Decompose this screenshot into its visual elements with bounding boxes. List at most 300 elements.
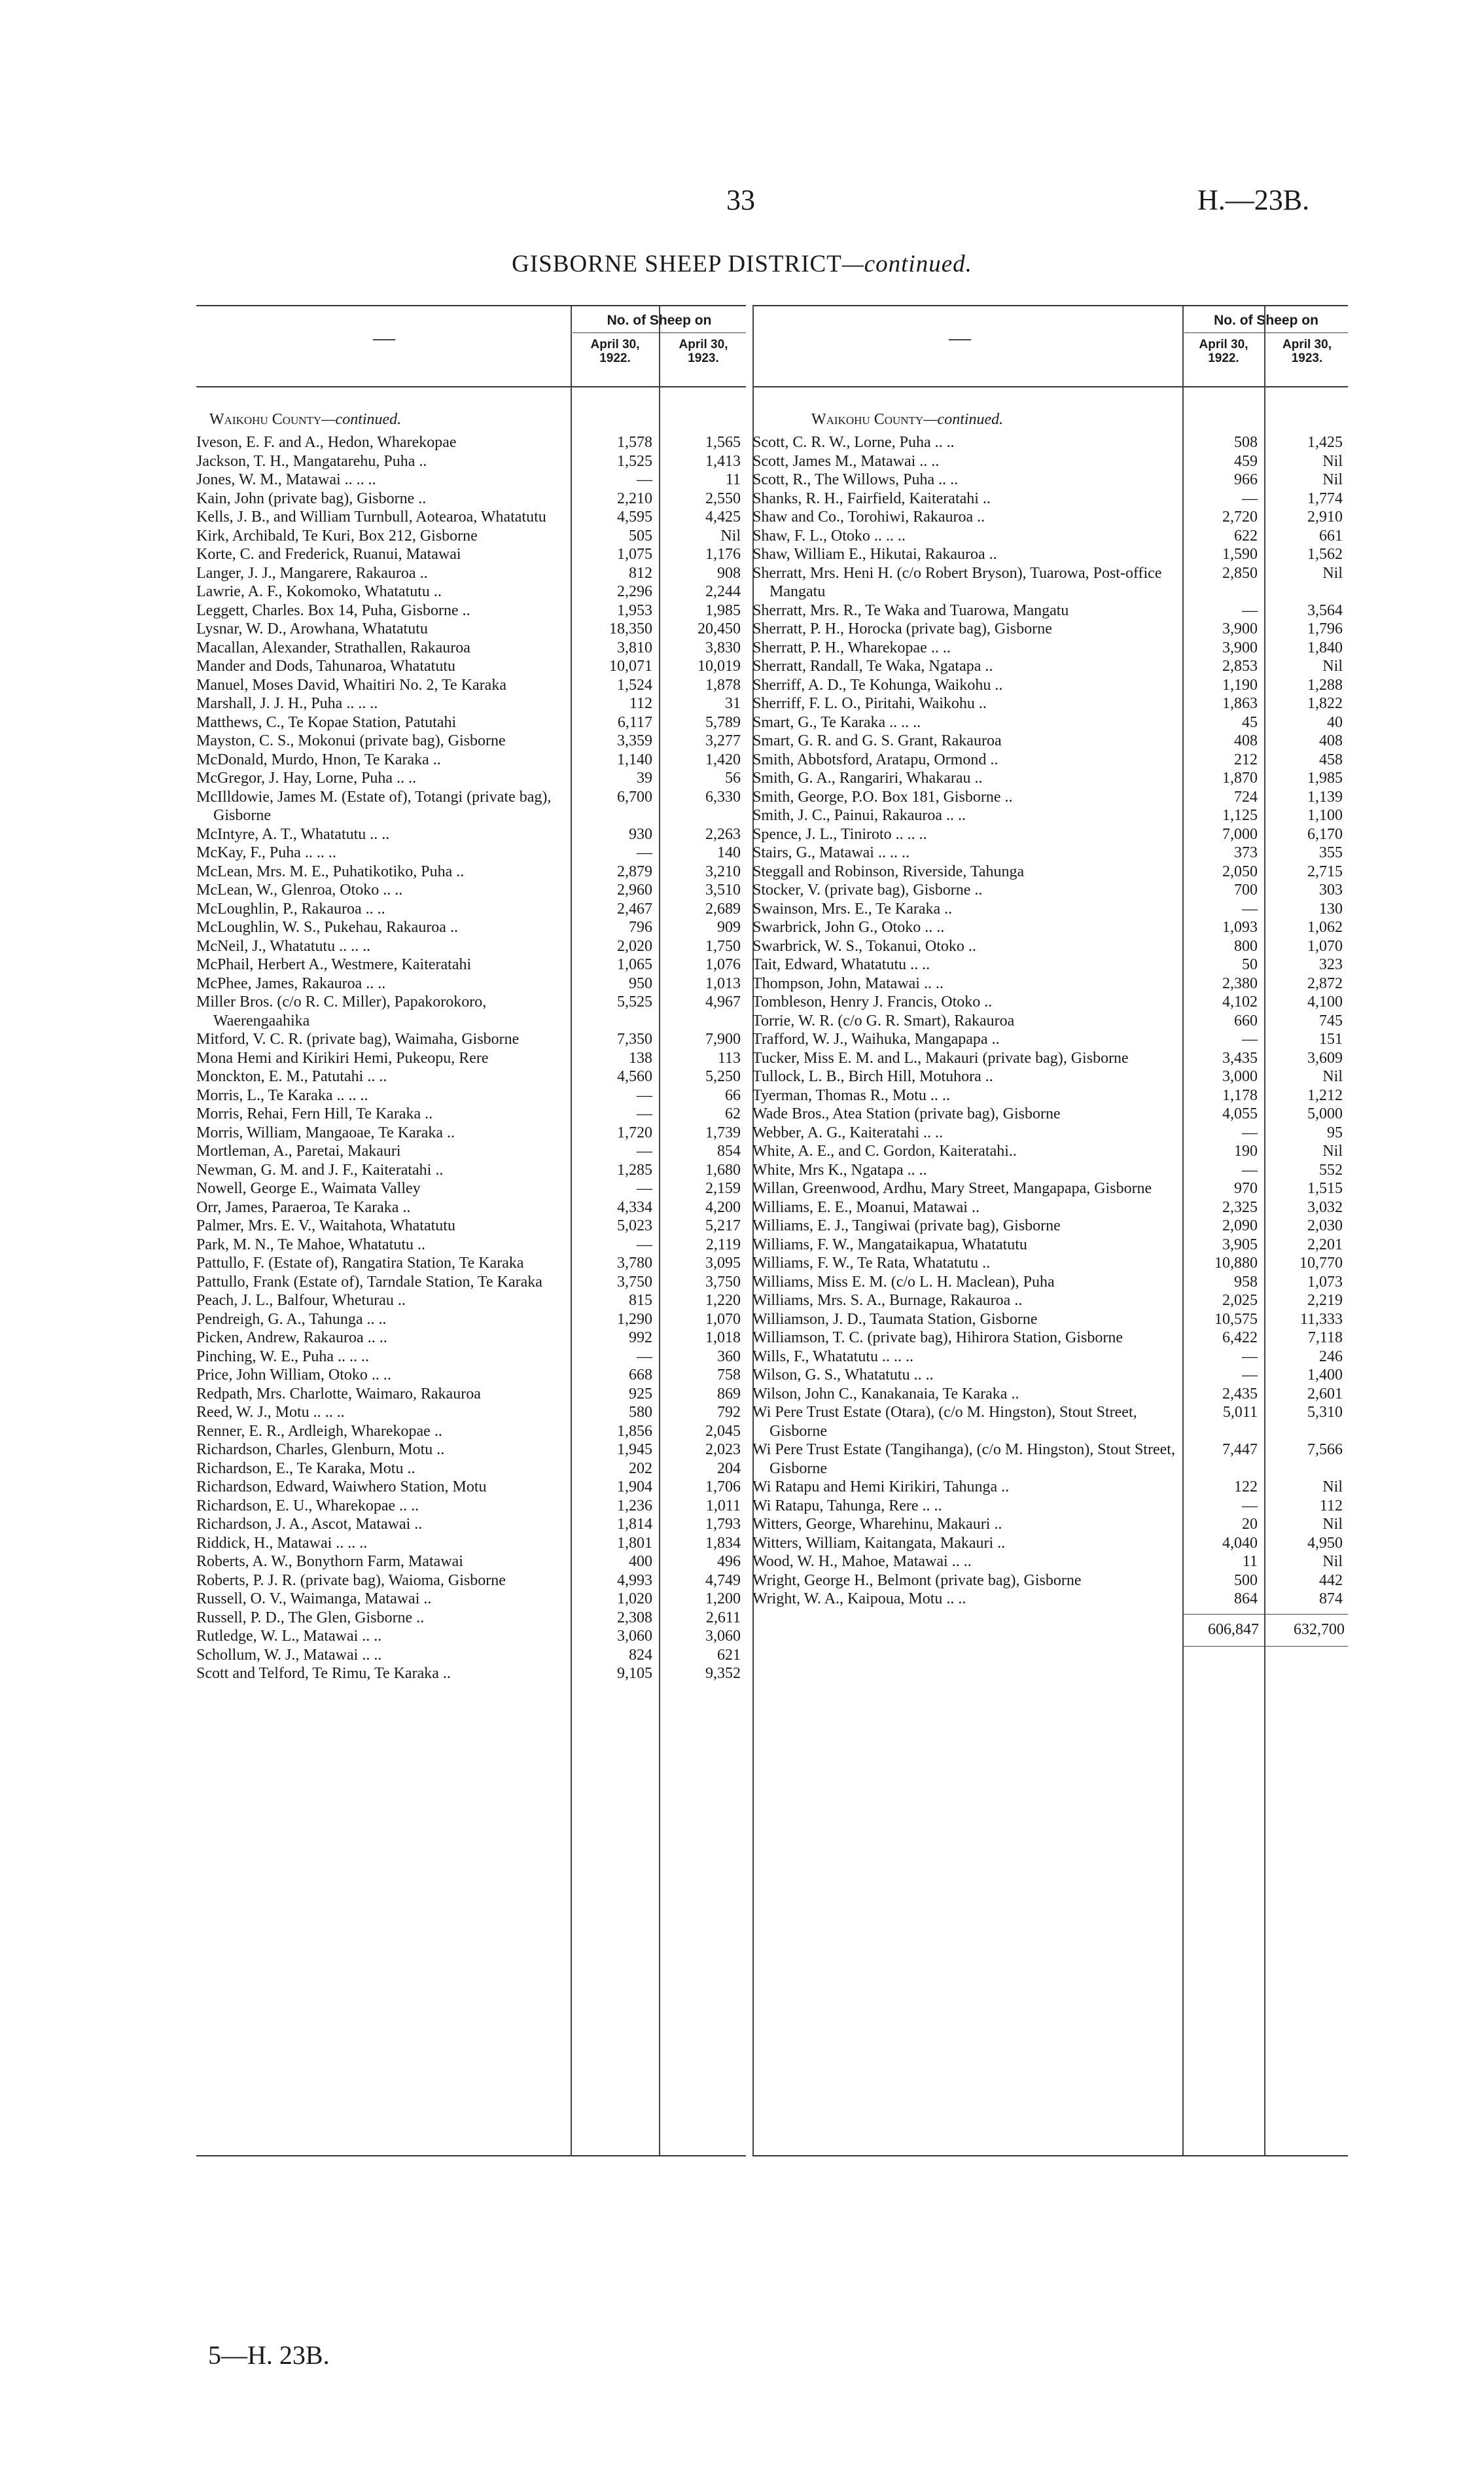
- owner-name: Wilson, G. S., Whatatutu .. ..: [752, 1367, 934, 1384]
- table-row: [752, 1478, 1348, 1497]
- owner-name: Roberts, A. W., Bonythorn Farm, Matawai: [196, 1553, 463, 1570]
- owner-name: Wilson, John C., Kanakanaia, Te Karaka ..: [752, 1385, 1019, 1403]
- sheep-1923: 2,159: [705, 1180, 741, 1197]
- owner-name: Pattullo, F. (Estate of), Rangatira Station, Te Karaka: [196, 1255, 524, 1272]
- sheep-1923: Nil: [1322, 1143, 1343, 1160]
- owner-name: McLean, W., Glenroa, Otoko .. ..: [196, 882, 403, 899]
- sheep-1922: —: [1242, 1161, 1258, 1179]
- table-row: [752, 1161, 1348, 1180]
- sheep-1922: 2,853: [1222, 658, 1258, 675]
- table-row: [752, 1329, 1348, 1348]
- owner-name: Swarbrick, John G., Otoko .. ..: [752, 919, 945, 936]
- owner-name: Redpath, Mrs. Charlotte, Waimaro, Rakauroa: [196, 1385, 481, 1403]
- owner-name: Wi Pere Trust Estate (Tangihanga), (c/o M. Hingston), Stout Street, Gisborne: [752, 1441, 1175, 1477]
- owner-name: Wi Ratapu, Tahunga, Rere .. ..: [752, 1497, 942, 1514]
- owner-name: Wills, F., Whatatutu .. .. ..: [752, 1348, 913, 1365]
- sheep-1923: 2,550: [705, 490, 741, 507]
- owner-name: Scott, C. R. W., Lorne, Puha .. ..: [752, 434, 955, 451]
- table-row: [196, 993, 746, 1030]
- table-row: [752, 1385, 1348, 1404]
- sheep-1922: 1,020: [617, 1590, 652, 1607]
- sheep-1923: Nil: [1322, 471, 1343, 488]
- sheep-1923: 1,018: [705, 1329, 741, 1346]
- table-row: [752, 974, 1348, 993]
- table-row: [196, 471, 746, 490]
- sheep-1923: 1,739: [705, 1124, 741, 1141]
- sheep-1923: 909: [717, 919, 741, 936]
- table-row: [196, 527, 746, 546]
- sheep-1923: 323: [1319, 956, 1343, 973]
- table-row: [196, 564, 746, 583]
- owner-name: McNeil, J., Whatatutu .. .. ..: [196, 937, 371, 955]
- sheep-1923: 442: [1319, 1571, 1343, 1589]
- sheep-1923: 151: [1319, 1031, 1343, 1048]
- owner-name: Smart, G., Te Karaka .. .. ..: [752, 713, 921, 731]
- table-row: [196, 751, 746, 770]
- owner-name: Tucker, Miss E. M. and L., Makauri (private bag), Gisborne: [752, 1049, 1129, 1067]
- owner-name: Richardson, J. A., Ascot, Matawai ..: [196, 1516, 423, 1533]
- sheep-1923: 3,510: [705, 882, 741, 899]
- sheep-1922: 1,578: [617, 434, 652, 451]
- sheep-1923: 1,750: [705, 937, 741, 955]
- col-1923-header: [661, 338, 746, 365]
- owner-name: Wi Pere Trust Estate (Otara), (c/o M. Hingston), Stout Street, Gisborne: [752, 1404, 1137, 1440]
- owner-name: Richardson, E., Te Karaka, Motu ..: [196, 1459, 415, 1477]
- owner-name: Russell, P. D., The Glen, Gisborne ..: [196, 1609, 425, 1626]
- table-row: [196, 788, 746, 825]
- table-row: [196, 1515, 746, 1534]
- table-row: [196, 490, 746, 509]
- sheep-1923: 5,217: [705, 1217, 741, 1234]
- sheep-1923: 1,073: [1307, 1273, 1343, 1291]
- owner-name: Lawrie, A. F., Kokomoko, Whatatutu ..: [196, 583, 442, 600]
- table-row: [752, 713, 1348, 732]
- table-row: [196, 1049, 746, 1068]
- sheep-1922: 1,720: [617, 1124, 652, 1141]
- owner-name: Miller Bros. (c/o R. C. Miller), Papakorokoro, Waerengaahika: [196, 993, 487, 1029]
- sheep-1923: 62: [725, 1105, 741, 1122]
- owner-name: White, Mrs K., Ngatapa .. ..: [752, 1161, 927, 1179]
- table-row: [196, 1552, 746, 1571]
- sheep-1923: Nil: [720, 527, 741, 545]
- sheep-1922: —: [637, 471, 652, 488]
- rows-left: [196, 433, 746, 1683]
- sheep-1922: 122: [1234, 1478, 1258, 1495]
- col-1923-line2: 1923.: [688, 351, 719, 365]
- sheep-1923: 2,045: [705, 1422, 741, 1440]
- sheep-1923: 1,011: [705, 1497, 741, 1514]
- sheep-1922: 2,380: [1222, 974, 1258, 992]
- county-suffix: —continued.: [923, 411, 1004, 428]
- sheep-1922: 2,296: [617, 583, 652, 600]
- owner-name: Webber, A. G., Kaiteratahi .. ..: [752, 1124, 944, 1141]
- sheep-1923: 1,562: [1307, 546, 1343, 563]
- owner-name: McLoughlin, P., Rakauroa .. ..: [196, 900, 385, 918]
- owner-name: McGregor, J. Hay, Lorne, Puha .. ..: [196, 770, 417, 787]
- table-row: [752, 527, 1348, 546]
- table-row: [196, 863, 746, 882]
- owner-name: Williams, Miss E. M. (c/o L. H. Maclean), Puha: [752, 1273, 1055, 1291]
- table-row: [752, 1124, 1348, 1143]
- sheep-1923: 2,872: [1307, 974, 1343, 992]
- owner-name: Sherratt, P. H., Horocka (private bag), Gisborne: [752, 620, 1052, 637]
- sheep-1923: 1,400: [1307, 1367, 1343, 1384]
- sheep-1922: 5,023: [617, 1217, 652, 1234]
- table-row: [196, 1124, 746, 1143]
- sheep-1923: 1,878: [705, 676, 741, 694]
- sheep-1922: 4,040: [1222, 1534, 1258, 1552]
- sheep-1923: 3,060: [705, 1628, 741, 1645]
- owner-name: Russell, O. V., Waimanga, Matawai ..: [196, 1590, 432, 1607]
- sheep-1923: 204: [717, 1459, 741, 1477]
- sheep-1922: 864: [1234, 1590, 1258, 1607]
- sheep-1922: 10,071: [609, 658, 652, 675]
- table-row: [752, 1198, 1348, 1217]
- table-row: [752, 956, 1348, 974]
- table-row: [196, 545, 746, 564]
- sheep-1923: Nil: [1322, 1478, 1343, 1495]
- table-row: [196, 1161, 746, 1180]
- sheep-1923: 1,070: [1307, 937, 1343, 955]
- sheep-1923: 6,330: [705, 788, 741, 806]
- table-row: [752, 601, 1348, 620]
- owner-name: McDonald, Murdo, Hnon, Te Karaka ..: [196, 751, 441, 768]
- table-row: [196, 1571, 746, 1590]
- table-row: [752, 694, 1348, 713]
- sheep-1923: 5,000: [1307, 1105, 1343, 1122]
- sheep-1922: 958: [1234, 1273, 1258, 1291]
- owner-name: Macallan, Alexander, Strathallen, Rakauroa: [196, 639, 470, 656]
- sheep-1922: 3,060: [617, 1628, 652, 1645]
- col-1923-line2: 1923.: [1291, 351, 1323, 365]
- sheep-1922: 373: [1234, 844, 1258, 861]
- sheep-1922: 2,325: [1222, 1198, 1258, 1216]
- owner-name: Morris, William, Mangaoae, Te Karaka ..: [196, 1124, 455, 1141]
- sheep-1922: 925: [629, 1385, 652, 1403]
- owner-name: Palmer, Mrs. E. V., Waitahota, Whatatutu: [196, 1217, 455, 1234]
- table-row: [752, 1236, 1348, 1255]
- sheep-1922: 1,856: [617, 1422, 652, 1440]
- sheep-1923: 2,030: [1307, 1217, 1343, 1234]
- sheep-1923: 552: [1319, 1161, 1343, 1179]
- col-1922-line1: April 30,: [590, 338, 640, 351]
- table-row: [752, 1086, 1348, 1105]
- table-row: [196, 1422, 746, 1441]
- table-row: [196, 956, 746, 974]
- sheep-1923: 3,750: [705, 1273, 741, 1291]
- sheep-1922: 4,055: [1222, 1105, 1258, 1122]
- total-1923: 632,700: [1294, 1621, 1345, 1638]
- owner-name: Mayston, C. S., Mokonui (private bag), Gisborne: [196, 732, 506, 749]
- owner-name: Roberts, P. J. R. (private bag), Waioma, Gisborne: [196, 1571, 506, 1589]
- owner-name: Morris, Rehai, Fern Hill, Te Karaka ..: [196, 1105, 433, 1122]
- table-row: [752, 1366, 1348, 1385]
- table-row: [752, 1049, 1348, 1068]
- sheep-1922: 580: [629, 1404, 652, 1421]
- sheep-1922: 212: [1234, 751, 1258, 768]
- sheep-1922: 6,117: [617, 713, 652, 731]
- owner-name: Sherratt, Mrs. R., Te Waka and Tuarowa, Mangatu: [752, 601, 1069, 619]
- table-row: [752, 508, 1348, 527]
- table-row: [752, 471, 1348, 490]
- col-1922-header: [573, 338, 658, 365]
- sheep-1923: 1,565: [705, 434, 741, 451]
- sheep-1922: 1,285: [617, 1161, 652, 1179]
- sheep-1923: 7,118: [1307, 1329, 1343, 1346]
- sheep-1923: 2,611: [705, 1609, 741, 1626]
- sheep-1922: 2,210: [617, 490, 652, 507]
- sheep-1922: 1,236: [617, 1497, 652, 1514]
- owner-name: Swarbrick, W. S., Tokanui, Otoko ..: [752, 937, 976, 955]
- sheep-1922: 724: [1234, 788, 1258, 806]
- sheep-1922: 3,900: [1222, 639, 1258, 656]
- table-row: [196, 1534, 746, 1553]
- sheep-1923: 95: [1327, 1124, 1343, 1141]
- owner-name: McPhee, James, Rakauroa .. ..: [196, 974, 386, 992]
- sheep-1923: 9,352: [705, 1665, 741, 1682]
- owner-name: Pattullo, Frank (Estate of), Tarndale Station, Te Karaka: [196, 1273, 542, 1291]
- table-row: [196, 881, 746, 900]
- sheep-1923: 1,076: [705, 956, 741, 973]
- owner-name: Steggall and Robinson, Riverside, Tahunga: [752, 863, 1025, 880]
- sheep-1922: 505: [629, 527, 652, 545]
- sheep-1923: 408: [1319, 732, 1343, 749]
- owner-name: Newman, G. M. and J. F., Kaiteratahi ..: [196, 1161, 444, 1179]
- table-row: [752, 732, 1348, 751]
- footer-reference: 5—H. 23B.: [208, 2340, 330, 2370]
- sheep-1923: Nil: [1322, 1553, 1343, 1570]
- table-row: [752, 545, 1348, 564]
- page-number: 33: [726, 184, 755, 216]
- table-row: [752, 918, 1348, 937]
- owner-name: McLoughlin, W. S., Pukehau, Rakauroa ..: [196, 919, 458, 936]
- table-row: [752, 881, 1348, 900]
- table-row: [196, 918, 746, 937]
- table-row: [196, 1403, 746, 1422]
- sheep-1922: —: [637, 1086, 652, 1104]
- sheep-1922: 1,525: [617, 452, 652, 470]
- sheep-1922: 3,359: [617, 732, 652, 749]
- sheep-1922: 1,178: [1222, 1086, 1258, 1104]
- county-suffix: —continued.: [321, 411, 402, 428]
- table-row: [752, 433, 1348, 452]
- sheep-1922: 3,810: [617, 639, 652, 656]
- table-row: [196, 508, 746, 527]
- sheep-count-header: No. of Sheep on: [573, 309, 746, 333]
- table-row: [196, 1030, 746, 1049]
- table-row: [752, 452, 1348, 471]
- table-row: [196, 1329, 746, 1348]
- col-1922-line2: 1922.: [599, 351, 631, 365]
- sheep-1923: 1,793: [705, 1516, 741, 1533]
- table-row: [196, 1198, 746, 1217]
- sheep-1922: 1,290: [617, 1310, 652, 1328]
- table-row: [752, 788, 1348, 807]
- sheep-1922: 2,308: [617, 1609, 652, 1626]
- sheep-1923: 4,749: [705, 1571, 741, 1589]
- sheep-1923: 1,200: [705, 1590, 741, 1607]
- sheep-1922: 408: [1234, 732, 1258, 749]
- owner-name: Smart, G. R. and G. S. Grant, Rakauroa: [752, 732, 1002, 749]
- sheep-1922: 500: [1234, 1571, 1258, 1589]
- table-row: [196, 1179, 746, 1198]
- sheep-1922: 2,020: [617, 937, 652, 955]
- owner-name: Witters, George, Wharehinu, Makauri ..: [752, 1516, 1002, 1533]
- table-row: [196, 1440, 746, 1459]
- sheep-1922: —: [1242, 1367, 1258, 1384]
- owner-name: Picken, Andrew, Rakauroa .. ..: [196, 1329, 387, 1346]
- sheep-1923: 2,715: [1307, 863, 1343, 880]
- owner-name: Mitford, V. C. R. (private bag), Waimaha, Gisborne: [196, 1031, 520, 1048]
- sheep-1923: 1,706: [705, 1478, 741, 1495]
- owner-name: Thompson, John, Matawai .. ..: [752, 974, 944, 992]
- owner-name: Manuel, Moses David, Whaitiri No. 2, Te Karaka: [196, 676, 506, 694]
- sheep-1923: 1,822: [1307, 695, 1343, 712]
- owner-name: Williams, F. W., Mangataikapua, Whatatutu: [752, 1236, 1027, 1253]
- sheep-1923: 3,277: [705, 732, 741, 749]
- table-row: [196, 657, 746, 676]
- sheep-1922: 660: [1234, 1012, 1258, 1029]
- sheep-1923: 1,100: [1307, 807, 1343, 824]
- sheep-1922: 7,447: [1222, 1441, 1258, 1458]
- sheep-1922: —: [1242, 601, 1258, 619]
- owner-name: Wood, W. H., Mahoe, Matawai .. ..: [752, 1553, 972, 1570]
- table-row: [752, 1497, 1348, 1516]
- sheep-1922: 4,334: [617, 1198, 652, 1216]
- table-row: [196, 639, 746, 658]
- sheep-1923: Nil: [1322, 1516, 1343, 1533]
- sheep-1922: 992: [629, 1329, 652, 1346]
- owner-name: Scott and Telford, Te Rimu, Te Karaka ..: [196, 1665, 451, 1682]
- owner-name: Pendreigh, G. A., Tahunga .. ..: [196, 1310, 387, 1328]
- sheep-1923: 2,263: [705, 825, 741, 843]
- sheep-1923: 1,680: [705, 1161, 741, 1179]
- sheep-1923: 1,212: [1307, 1086, 1343, 1104]
- page-title: [0, 250, 1484, 278]
- sheep-1923: Nil: [1322, 452, 1343, 470]
- owner-name: Shaw, William E., Hikutai, Rakauroa ..: [752, 546, 997, 563]
- sheep-1923: 3,564: [1307, 601, 1343, 619]
- owner-name: Spence, J. L., Tiniroto .. .. ..: [752, 825, 927, 843]
- sheep-1923: 10,019: [698, 658, 741, 675]
- table-row: [752, 863, 1348, 882]
- sheep-1922: 2,879: [617, 863, 652, 880]
- owner-name: Wright, George H., Belmont (private bag), Gisborne: [752, 1571, 1082, 1589]
- owner-name: Scott, James M., Matawai .. ..: [752, 452, 940, 470]
- owner-name: Wade Bros., Atea Station (private bag), Gisborne: [752, 1105, 1061, 1122]
- sheep-1922: 7,350: [617, 1031, 652, 1048]
- owner-name: Park, M. N., Te Mahoe, Whatatutu ..: [196, 1236, 426, 1253]
- sheep-1923: 1,413: [705, 452, 741, 470]
- sheep-1922: 1,075: [617, 546, 652, 563]
- sheep-1922: 622: [1234, 527, 1258, 545]
- table-row: [196, 620, 746, 639]
- table-row: [196, 1627, 746, 1646]
- sheep-1923: 11,333: [1299, 1310, 1343, 1328]
- sheep-1923: 908: [717, 564, 741, 582]
- table-row: [196, 1273, 746, 1292]
- owner-name: Williams, Mrs. S. A., Burnage, Rakauroa ..: [752, 1292, 1023, 1309]
- sheep-1922: 20: [1242, 1516, 1258, 1533]
- table-row: [752, 490, 1348, 509]
- county-heading: [196, 411, 759, 429]
- table-row: [196, 974, 746, 993]
- owner-name: Pinching, W. E., Puha .. .. ..: [196, 1348, 370, 1365]
- sheep-1922: 18,350: [609, 620, 652, 637]
- sheep-1923: 2,201: [1307, 1236, 1343, 1253]
- sheep-1922: 459: [1234, 452, 1258, 470]
- owner-name: Matthews, C., Te Kopae Station, Patutahi: [196, 713, 457, 731]
- owner-name: Willan, Greenwood, Ardhu, Mary Street, Mangapapa, Gisborne: [752, 1180, 1152, 1197]
- sheep-1922: 3,435: [1222, 1049, 1258, 1067]
- owner-name: Morris, L., Te Karaka .. .. ..: [196, 1086, 368, 1104]
- sheep-table-left: [196, 305, 746, 2156]
- sheep-1922: 966: [1234, 471, 1258, 488]
- sheep-1923: 1,176: [705, 546, 741, 563]
- sheep-1923: 20,450: [698, 620, 741, 637]
- sheep-1923: 5,310: [1307, 1404, 1343, 1421]
- total-1922: 606,847: [1208, 1621, 1259, 1638]
- col-1922-line1: April 30,: [1199, 338, 1248, 351]
- owner-name: Korte, C. and Frederick, Ruanui, Matawai: [196, 546, 461, 563]
- sheep-1923: 854: [717, 1143, 741, 1160]
- table-row: [196, 1348, 746, 1367]
- table-row: [752, 751, 1348, 770]
- sheep-1923: 1,139: [1307, 788, 1343, 806]
- table-row: [752, 657, 1348, 676]
- sheep-1923: 3,032: [1307, 1198, 1343, 1216]
- owner-name: McKay, F., Puha .. .. ..: [196, 844, 336, 861]
- sheep-1923: 3,210: [705, 863, 741, 880]
- table-row: [196, 1142, 746, 1161]
- table-row: [752, 1534, 1348, 1553]
- owner-name: Jackson, T. H., Mangatarehu, Puha ..: [196, 452, 427, 470]
- sheep-1923: 3,609: [1307, 1049, 1343, 1067]
- table-row: [196, 676, 746, 695]
- owner-name: Scott, R., The Willows, Puha .. ..: [752, 471, 959, 488]
- table-row: [752, 806, 1348, 825]
- sheep-1922: 3,000: [1222, 1068, 1258, 1085]
- sheep-1923: 4,200: [705, 1198, 741, 1216]
- sheep-1923: 1,515: [1307, 1180, 1343, 1197]
- table-header: [196, 306, 746, 387]
- sheep-1922: 4,993: [617, 1571, 652, 1589]
- sheep-1923: 31: [725, 695, 741, 712]
- sheep-1923: 1,288: [1307, 676, 1343, 694]
- sheep-1923: 4,950: [1307, 1534, 1343, 1552]
- sheep-1923: 40: [1327, 713, 1343, 731]
- owner-name: Reed, W. J., Motu .. .. ..: [196, 1404, 345, 1421]
- sheep-1923: 1,420: [705, 751, 741, 768]
- name-column-header: —: [373, 326, 395, 350]
- owner-name: Tyerman, Thomas R., Motu .. ..: [752, 1086, 950, 1104]
- sheep-1923: 869: [717, 1385, 741, 1403]
- sheep-1923: 246: [1319, 1348, 1343, 1365]
- sheep-1923: 758: [717, 1367, 741, 1384]
- owner-name: Sherratt, Mrs. Heni H. (c/o Robert Bryson), Tuarowa, Post-office Mangatu: [752, 564, 1162, 600]
- table-row: [196, 1291, 746, 1310]
- table-row: [196, 900, 746, 919]
- sheep-1922: 5,011: [1222, 1404, 1258, 1421]
- sheep-1923: 2,689: [705, 900, 741, 918]
- table-row: [752, 900, 1348, 919]
- sheep-1923: 1,796: [1307, 620, 1343, 637]
- sheep-1922: 6,422: [1222, 1329, 1258, 1346]
- col-1922-header: [1184, 338, 1263, 365]
- sheep-1922: 50: [1242, 956, 1258, 973]
- owner-name: Tombleson, Henry J. Francis, Otoko ..: [752, 993, 993, 1010]
- owner-name: Smith, J. C., Painui, Rakauroa .. ..: [752, 807, 966, 824]
